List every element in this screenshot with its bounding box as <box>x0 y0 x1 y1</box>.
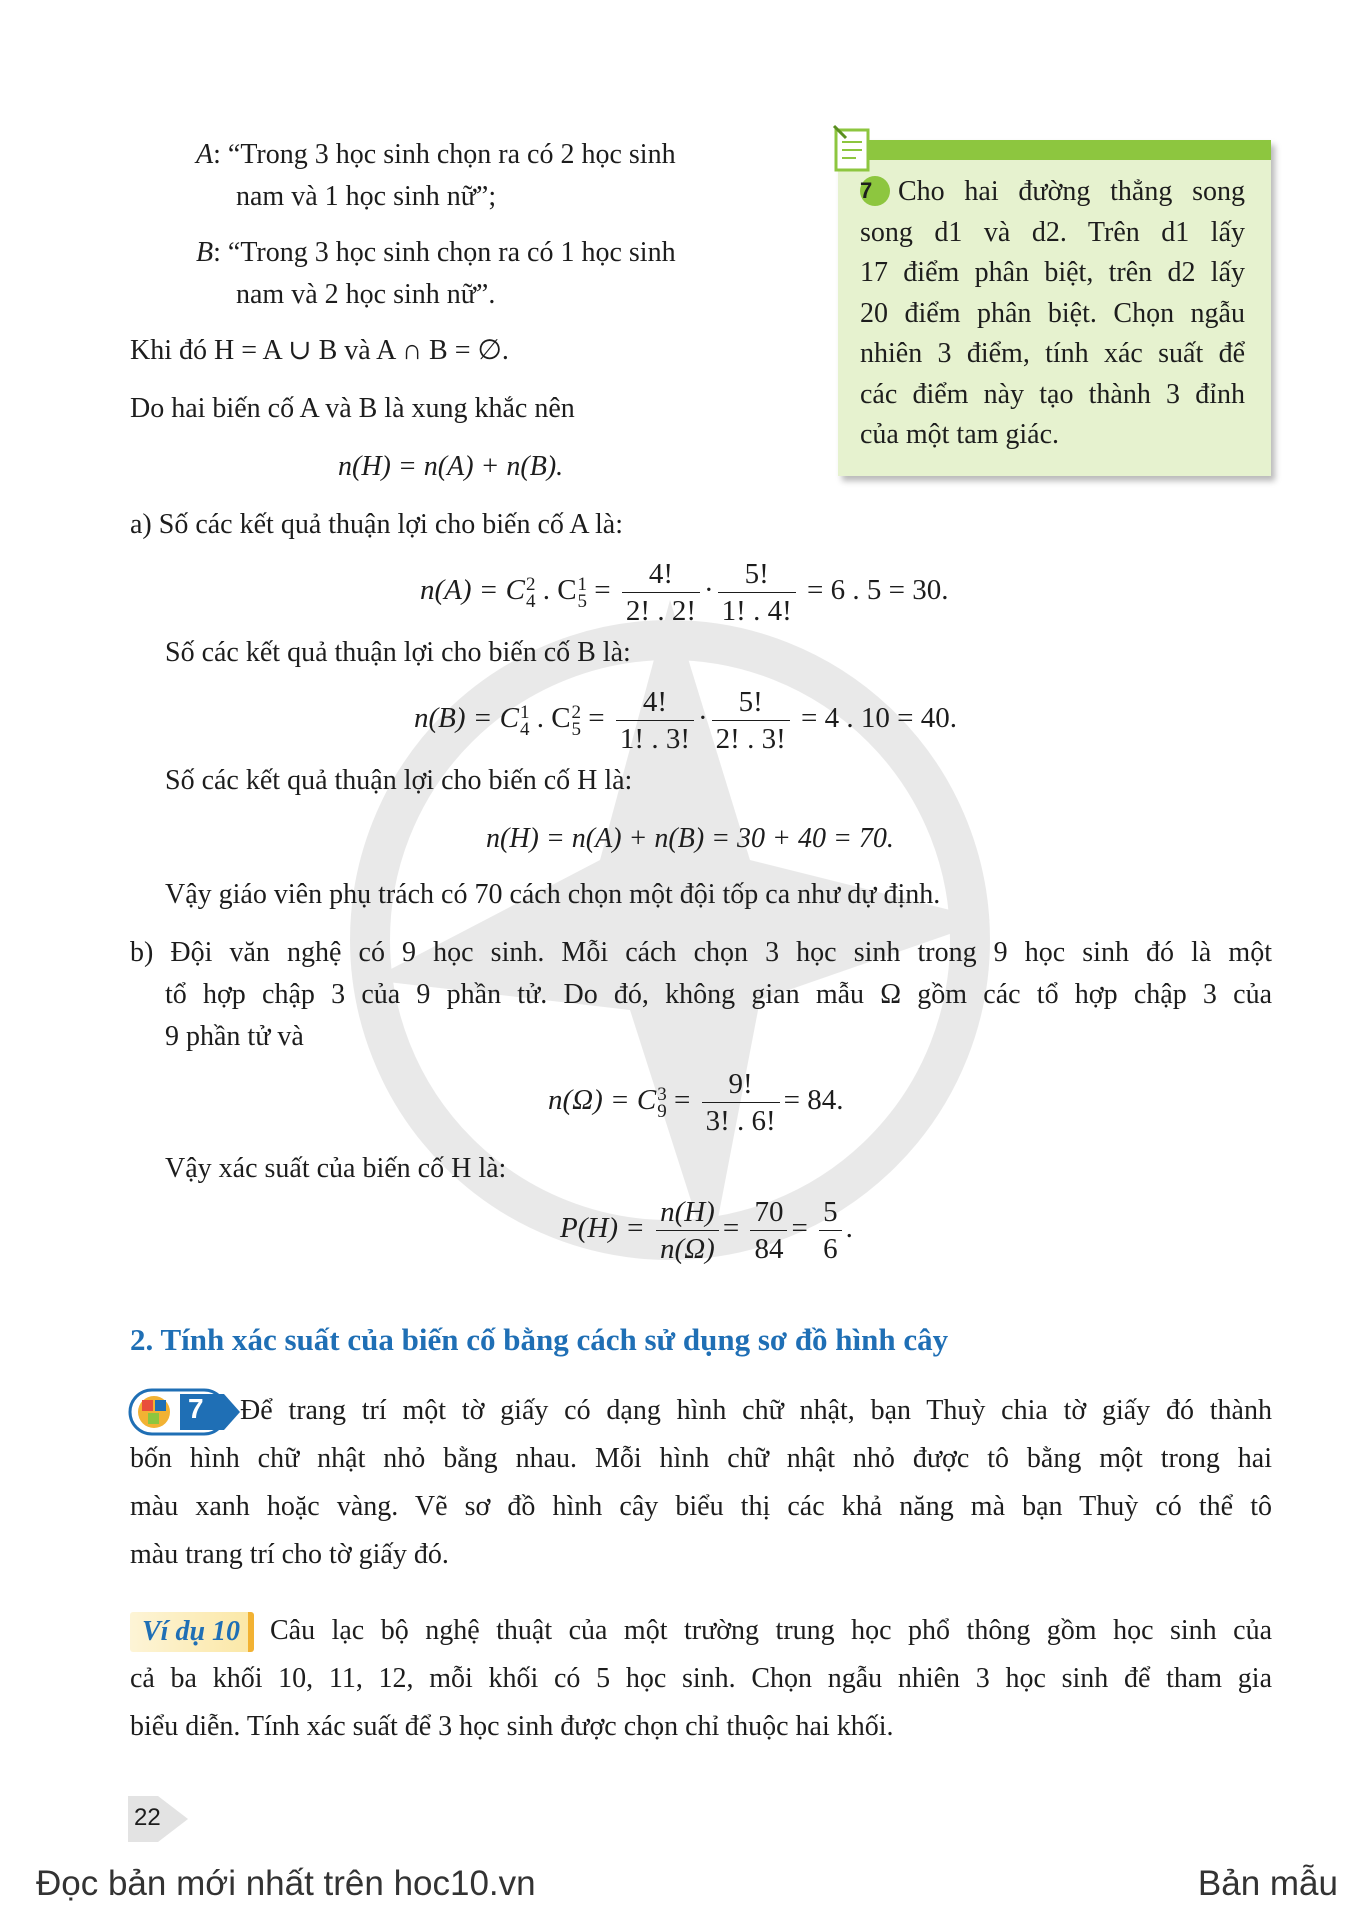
b-intro: Số các kết quả thuận lợi cho biến cố B là: <box>165 637 631 668</box>
footer-left: Đọc bản mới nhất trên hoc10.vn <box>36 1864 536 1903</box>
part-b-line1: b) Đội văn nghệ có 9 học sinh. Mỗi cách chọn 3 học sinh trong 9 học sinh đó là một <box>130 937 1272 968</box>
part-a-intro: a) Số các kết quả thuận lợi cho biến cố A là: <box>130 509 623 540</box>
practice-line7: của một tam giác. <box>860 419 1060 450</box>
part-b-line3: 9 phần tử và <box>165 1021 304 1052</box>
pencil-note-icon <box>832 124 876 176</box>
activity-line4: màu trang trí cho tờ giấy đó. <box>130 1539 449 1570</box>
part-b-line2: tổ hợp chập 3 của 9 phần tử. Do đó, không gian mẫu Ω gồm các tổ hợp chập 3 của <box>165 979 1272 1010</box>
case-a-line2: nam và 1 học sinh nữ”; <box>236 181 497 212</box>
practice-line6: các điểm này tạo thành 3 đỉnh <box>860 378 1245 410</box>
activity-number: 7 <box>188 1393 204 1424</box>
practice-line4: 20 điểm phân biệt. Chọn ngẫu <box>860 297 1245 329</box>
practice-number-badge: 7 <box>860 176 890 206</box>
activity-line2: bốn hình chữ nhật nhỏ bằng nhau. Mỗi hình chữ nhật nhỏ được tô bằng một trong hai <box>130 1443 1272 1474</box>
practice-line5: nhiên 3 điểm, tính xác suất để <box>860 338 1245 369</box>
footer-right: Bản mẫu <box>1197 1864 1338 1903</box>
h-intro: Số các kết quả thuận lợi cho biến cố H là: <box>165 765 633 796</box>
practice-line1: 7 Cho hai đường thẳng song <box>860 176 1245 207</box>
equation-ph: P(H) = $\frac{n(H)}{n(\Omega)}$ = $\frac{70}{84}$ = $\frac{5}{6}$ . <box>560 1196 853 1265</box>
example-line2: cả ba khối 10, 11, 12, mỗi khối có 5 học sinh. Chọn ngẫu nhiên 3 học sinh để tham gia <box>130 1663 1272 1694</box>
example-line3: biểu diễn. Tính xác suất để 3 học sinh được chọn chỉ thuộc hai khối. <box>130 1711 894 1742</box>
case-b-line1: B: “Trong 3 học sinh chọn ra có 1 học sinh <box>196 237 676 268</box>
equation-nh2: n(H) = n(A) + n(B) = 30 + 40 = 70. <box>486 823 894 854</box>
equation-na: n(A) = C 2 4 . C 1 5 = $\frac{4!}{2! . 2!}$ · $\frac{5!}{1! . 4!}$ = 6 . 5 = 30. <box>420 558 949 627</box>
practice-box-header <box>838 140 1271 160</box>
conclusion-2: Vậy xác suất của biến cố H là: <box>165 1153 507 1184</box>
equation-omega: n(Ω) = C 3 9 = $\frac{9!}{3! . 6!}$ = 84. <box>548 1068 844 1137</box>
equation-nh: n(H) = n(A) + n(B). <box>338 451 564 482</box>
equation-nb: n(B) = C 1 4 . C 2 5 = $\frac{4!}{1! . 3!}$ · $\frac{5!}{2! . 3!}$ = 4 . 10 = 40. <box>414 686 957 755</box>
practice-line2: song d1 và d2. Trên d1 lấy <box>860 216 1245 248</box>
section-heading: 2. Tính xác suất của biến cố bằng cách sử dụng sơ đồ hình cây <box>130 1322 949 1357</box>
khi-do-text: Khi đó H = A ∪ B và A ∩ B = ∅. <box>130 335 509 366</box>
activity-line1: Để trang trí một tờ giấy có dạng hình chữ nhật, bạn Thuỳ chia tờ giấy đó thành <box>240 1395 1272 1426</box>
case-a-line1: A: “Trong 3 học sinh chọn ra có 2 học sinh <box>196 139 676 170</box>
case-b-line2: nam và 2 học sinh nữ”. <box>236 279 496 310</box>
practice-text <box>860 172 1245 456</box>
practice-line3: 17 điểm phân biệt, trên d2 lấy <box>860 257 1245 288</box>
activity-line3: màu xanh hoặc vàng. Vẽ sơ đồ hình cây biểu thị các khả năng mà bạn Thuỳ có thể tô <box>130 1491 1272 1522</box>
page-number: 22 <box>134 1804 161 1831</box>
example-label: Ví dụ 10 <box>130 1612 254 1652</box>
do-hai-text: Do hai biến cố A và B là xung khắc nên <box>130 393 575 424</box>
conclusion-1: Vậy giáo viên phụ trách có 70 cách chọn một đội tốp ca như dự định. <box>165 879 941 910</box>
example-line1: Câu lạc bộ nghệ thuật của một trường trung học phổ thông gồm học sinh của <box>270 1615 1272 1646</box>
